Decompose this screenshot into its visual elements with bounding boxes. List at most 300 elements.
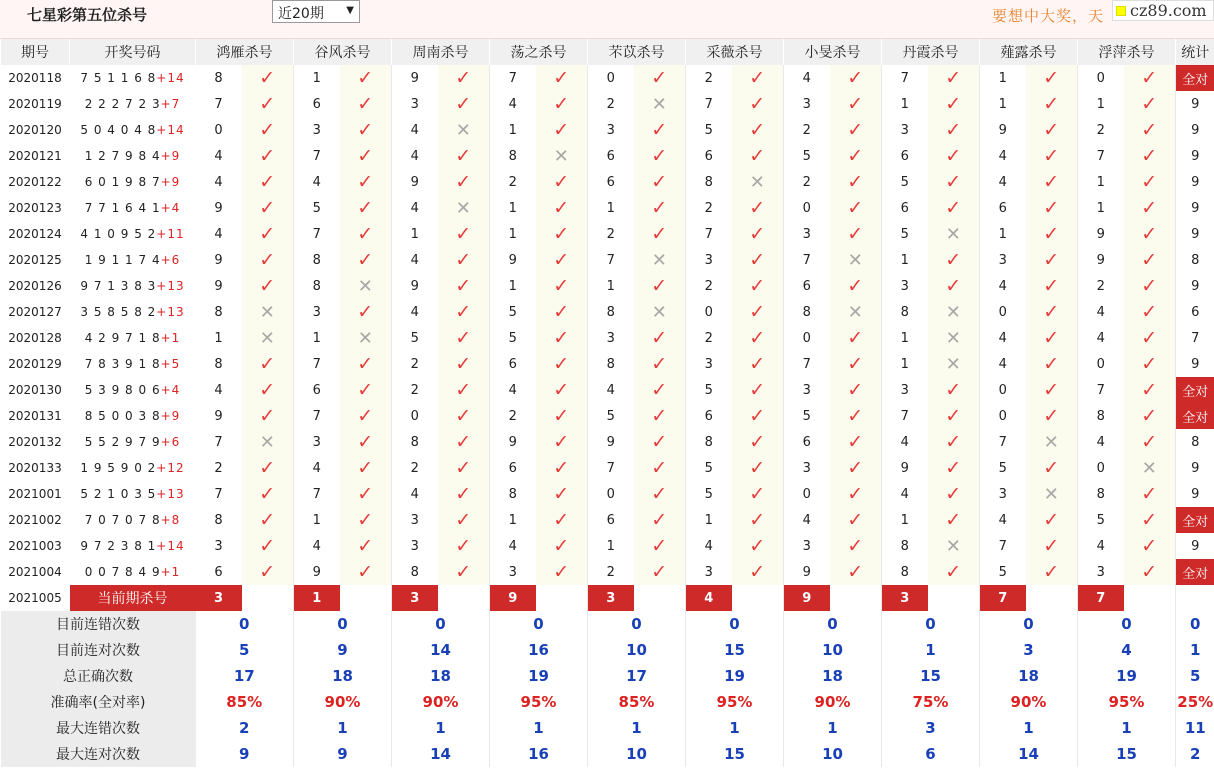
check-icon: ✓ [830, 403, 882, 429]
check-icon: ✓ [732, 351, 784, 377]
draw-digits: 7 0 7 0 7 8 [84, 513, 161, 527]
check-icon: ✓ [1124, 299, 1176, 325]
check-icon: ✓ [1026, 221, 1078, 247]
kill-number-cell: 6 [704, 408, 713, 424]
header-expert[interactable]: 鸿雁杀号 [196, 39, 294, 65]
stat-cell: 9 [1191, 200, 1200, 216]
kill-number-cell: 6 [508, 356, 517, 372]
kill-number-cell: 4 [1096, 538, 1105, 554]
kill-number-cell: 8 [410, 564, 419, 580]
kill-number-cell: 8 [1096, 486, 1105, 502]
kill-number-cell: 8 [900, 538, 909, 554]
all-correct-badge: 全对 [1176, 559, 1214, 585]
current-stat-blank [1176, 585, 1214, 611]
stats-value: 1 [882, 637, 980, 663]
check-icon: ✓ [928, 377, 980, 403]
kill-number-cell: 3 [802, 226, 811, 242]
table-row [1, 455, 1214, 481]
stats-label: 准确率(全对率) [1, 689, 196, 715]
check-icon: ✓ [928, 507, 980, 533]
stats-value: 0 [294, 611, 392, 637]
kill-number-cell: 9 [508, 434, 517, 450]
check-icon: ✓ [634, 169, 686, 195]
check-icon: ✓ [242, 351, 294, 377]
check-icon: ✓ [438, 91, 490, 117]
stats-total: 25% [1177, 693, 1214, 711]
cross-icon: ✕ [928, 351, 980, 377]
stats-value: 18 [980, 663, 1078, 689]
draw-sum: +13 [156, 279, 185, 293]
check-icon: ✓ [830, 325, 882, 351]
check-icon: ✓ [634, 559, 686, 585]
check-icon: ✓ [536, 195, 588, 221]
stats-value: 14 [392, 637, 490, 663]
current-kill-blank [732, 585, 784, 611]
top-bar [0, 0, 1214, 39]
draw-sum: +4 [160, 383, 181, 397]
kill-number-cell: 8 [312, 252, 321, 268]
stat-cell: 9 [1191, 174, 1200, 190]
check-icon: ✓ [732, 507, 784, 533]
check-icon: ✓ [1026, 403, 1078, 429]
kill-number-cell: 2 [606, 226, 615, 242]
kill-number-cell: 5 [900, 174, 909, 190]
kill-number-cell: 5 [704, 460, 713, 476]
kill-number-cell: 5 [606, 408, 615, 424]
draw-sum: +9 [160, 175, 181, 189]
check-icon: ✓ [830, 455, 882, 481]
check-icon: ✓ [1124, 559, 1176, 585]
check-icon: ✓ [340, 65, 392, 91]
kill-number-cell: 4 [998, 148, 1007, 164]
kill-number-cell: 3 [410, 96, 419, 112]
kill-number-cell: 7 [214, 486, 223, 502]
kill-number-cell: 4 [214, 382, 223, 398]
check-icon: ✓ [536, 507, 588, 533]
stats-value: 4 [1078, 637, 1176, 663]
draw-cell [70, 559, 196, 585]
header-expert[interactable]: 谷风杀号 [294, 39, 392, 65]
check-icon: ✓ [438, 481, 490, 507]
draw-cell [70, 299, 196, 325]
stats-row [1, 637, 1214, 663]
table-row [1, 507, 1214, 533]
draw-digits: 7 7 1 6 4 1 [84, 201, 161, 215]
kill-number-cell: 1 [900, 356, 909, 372]
kill-number-cell: 4 [312, 460, 321, 476]
check-icon: ✓ [1026, 455, 1078, 481]
kill-number-cell: 5 [802, 148, 811, 164]
stats-total: 2 [1190, 745, 1201, 763]
draw-digits: 1 9 1 1 7 4 [84, 253, 161, 267]
kill-number-cell: 7 [312, 486, 321, 502]
kill-number-cell: 0 [214, 122, 223, 138]
stats-value: 15 [1078, 741, 1176, 767]
stats-value: 0 [784, 611, 882, 637]
stats-value: 1 [784, 715, 882, 741]
kill-number-cell: 4 [312, 174, 321, 190]
check-icon: ✓ [1124, 143, 1176, 169]
kill-number-cell: 2 [704, 200, 713, 216]
check-icon: ✓ [928, 143, 980, 169]
stats-row [1, 663, 1214, 689]
kill-number-cell: 3 [606, 122, 615, 138]
current-kill-blank [1124, 585, 1176, 611]
kill-number-cell: 1 [508, 278, 517, 294]
kill-number-cell: 0 [802, 330, 811, 346]
header-expert[interactable]: 丹霞杀号 [882, 39, 980, 65]
check-icon: ✓ [634, 273, 686, 299]
check-icon: ✓ [928, 481, 980, 507]
kill-number-cell: 2 [508, 174, 517, 190]
current-kill-label: 当前期杀号 [70, 585, 196, 611]
kill-number-cell: 1 [998, 70, 1007, 86]
check-icon: ✓ [928, 169, 980, 195]
current-kill-blank [242, 585, 294, 611]
check-icon: ✓ [438, 351, 490, 377]
kill-number-cell: 6 [606, 512, 615, 528]
kill-number-cell: 3 [900, 122, 909, 138]
period-range-select[interactable] [272, 0, 360, 23]
kill-number-cell: 9 [900, 460, 909, 476]
draw-sum: +11 [156, 227, 185, 241]
kill-number-cell: 4 [1096, 304, 1105, 320]
kill-number-cell: 2 [704, 278, 713, 294]
header-expert[interactable]: 小旻杀号 [784, 39, 882, 65]
check-icon: ✓ [1026, 195, 1078, 221]
current-kill-number: 3 [392, 585, 438, 611]
kill-number-cell: 9 [998, 122, 1007, 138]
kill-number-cell: 6 [998, 200, 1007, 216]
check-icon: ✓ [340, 91, 392, 117]
stats-value: 0 [392, 611, 490, 637]
header-expert[interactable]: 浮萍杀号 [1078, 39, 1176, 65]
check-icon: ✓ [242, 91, 294, 117]
cross-icon: ✕ [928, 533, 980, 559]
kill-number-cell: 8 [606, 356, 615, 372]
check-icon: ✓ [438, 221, 490, 247]
period-cell: 2020131 [8, 409, 62, 423]
check-icon: ✓ [732, 455, 784, 481]
draw-sum: +14 [156, 123, 185, 137]
cross-icon: ✕ [438, 195, 490, 221]
current-kill-blank [438, 585, 490, 611]
kill-number-cell: 4 [214, 226, 223, 242]
check-icon: ✓ [928, 455, 980, 481]
kill-number-cell: 5 [508, 330, 517, 346]
kill-number-cell: 4 [998, 356, 1007, 372]
kill-number-cell: 8 [312, 278, 321, 294]
kill-number-cell: 3 [312, 304, 321, 320]
check-icon: ✓ [1026, 507, 1078, 533]
current-kill-number: 9 [784, 585, 830, 611]
header-expert[interactable]: 采薇杀号 [686, 39, 784, 65]
draw-sum: +14 [156, 539, 185, 553]
cross-icon: ✕ [1026, 429, 1078, 455]
stats-value: 95% [490, 689, 588, 715]
stat-cell: 8 [1191, 434, 1200, 450]
check-icon: ✓ [634, 533, 686, 559]
all-correct-badge: 全对 [1176, 507, 1214, 533]
kill-number-cell: 4 [410, 252, 419, 268]
kill-number-cell: 2 [1096, 278, 1105, 294]
stats-value: 10 [784, 637, 882, 663]
kill-number-cell: 8 [214, 512, 223, 528]
kill-number-cell: 0 [802, 200, 811, 216]
stats-value: 19 [1078, 663, 1176, 689]
check-icon: ✓ [1124, 247, 1176, 273]
stats-label: 目前连错次数 [1, 611, 196, 637]
check-icon: ✓ [830, 429, 882, 455]
kill-number-cell: 2 [606, 96, 615, 112]
stats-value: 19 [490, 663, 588, 689]
stats-value: 1 [588, 715, 686, 741]
kill-number-cell: 6 [606, 174, 615, 190]
check-icon: ✓ [830, 273, 882, 299]
stats-value: 14 [980, 741, 1078, 767]
draw-cell [70, 195, 196, 221]
current-kill-blank [634, 585, 686, 611]
check-icon: ✓ [928, 247, 980, 273]
cross-icon: ✕ [1124, 455, 1176, 481]
period-cell: 2020128 [8, 331, 62, 345]
kill-number-cell: 4 [410, 486, 419, 502]
kill-number-cell: 5 [802, 408, 811, 424]
kill-number-cell: 9 [410, 70, 419, 86]
check-icon: ✓ [242, 559, 294, 585]
draw-digits: 8 5 0 0 3 8 [84, 409, 161, 423]
stats-value: 0 [490, 611, 588, 637]
kill-number-cell: 3 [802, 96, 811, 112]
kill-number-cell: 5 [900, 226, 909, 242]
kill-number-cell: 1 [508, 226, 517, 242]
table-row [1, 325, 1214, 351]
kill-number-cell: 1 [312, 70, 321, 86]
kill-number-cell: 4 [998, 278, 1007, 294]
cross-icon: ✕ [634, 299, 686, 325]
stats-value: 17 [196, 663, 294, 689]
cross-icon: ✕ [1026, 481, 1078, 507]
kill-number-cell: 4 [410, 148, 419, 164]
kill-number-cell: 8 [508, 148, 517, 164]
kill-number-cell: 7 [508, 70, 517, 86]
table-row [1, 351, 1214, 377]
kill-number-cell: 5 [508, 304, 517, 320]
draw-digits: 5 0 4 0 4 8 [80, 123, 157, 137]
check-icon: ✓ [340, 351, 392, 377]
kill-number-cell: 7 [214, 434, 223, 450]
kill-number-cell: 3 [606, 330, 615, 346]
kill-number-cell: 1 [508, 122, 517, 138]
check-icon: ✓ [732, 481, 784, 507]
check-icon: ✓ [242, 455, 294, 481]
check-icon: ✓ [536, 273, 588, 299]
kill-number-cell: 5 [998, 460, 1007, 476]
draw-cell [70, 507, 196, 533]
stats-total: 5 [1190, 667, 1201, 685]
header-expert[interactable]: 芣苡杀号 [588, 39, 686, 65]
current-kill-blank [928, 585, 980, 611]
stats-value: 6 [882, 741, 980, 767]
stats-value: 85% [196, 689, 294, 715]
kill-number-cell: 1 [1096, 174, 1105, 190]
check-icon: ✓ [732, 247, 784, 273]
check-icon: ✓ [438, 403, 490, 429]
kill-number-cell: 0 [704, 304, 713, 320]
kill-number-cell: 6 [900, 148, 909, 164]
kill-number-cell: 4 [410, 122, 419, 138]
draw-cell [70, 325, 196, 351]
table-row [1, 143, 1214, 169]
site-logo[interactable] [1112, 0, 1214, 21]
stats-value: 90% [980, 689, 1078, 715]
check-icon: ✓ [438, 325, 490, 351]
check-icon: ✓ [438, 143, 490, 169]
check-icon: ✓ [340, 533, 392, 559]
check-icon: ✓ [1026, 247, 1078, 273]
check-icon: ✓ [536, 117, 588, 143]
period-cell: 2020119 [8, 97, 62, 111]
check-icon: ✓ [340, 377, 392, 403]
kill-number-cell: 0 [1096, 460, 1105, 476]
stat-cell: 6 [1191, 304, 1200, 320]
current-kill-blank [340, 585, 392, 611]
check-icon: ✓ [242, 481, 294, 507]
stats-value: 0 [882, 611, 980, 637]
check-icon: ✓ [536, 299, 588, 325]
kill-number-cell: 1 [900, 512, 909, 528]
kill-number-cell: 4 [704, 538, 713, 554]
period-cell: 2020129 [8, 357, 62, 371]
kill-number-cell: 0 [606, 486, 615, 502]
kill-number-cell: 4 [214, 174, 223, 190]
current-kill-number: 7 [980, 585, 1026, 611]
check-icon: ✓ [340, 143, 392, 169]
draw-sum: +6 [160, 253, 181, 267]
check-icon: ✓ [536, 455, 588, 481]
stat-cell: 9 [1191, 148, 1200, 164]
table-row [1, 195, 1214, 221]
kill-number-cell: 1 [900, 252, 909, 268]
table-row [1, 91, 1214, 117]
check-icon: ✓ [732, 117, 784, 143]
check-icon: ✓ [634, 117, 686, 143]
kill-number-cell: 4 [998, 512, 1007, 528]
kill-number-cell: 2 [410, 460, 419, 476]
current-kill-blank [1026, 585, 1078, 611]
kill-number-cell: 7 [802, 252, 811, 268]
kill-number-cell: 7 [998, 538, 1007, 554]
kill-number-cell: 9 [1096, 252, 1105, 268]
kill-number-cell: 7 [900, 70, 909, 86]
check-icon: ✓ [732, 143, 784, 169]
stats-label: 最大连错次数 [1, 715, 196, 741]
check-icon: ✓ [1124, 221, 1176, 247]
check-icon: ✓ [242, 377, 294, 403]
table-row [1, 247, 1214, 273]
kill-number-cell: 9 [508, 252, 517, 268]
header-expert[interactable]: 荡之杀号 [490, 39, 588, 65]
kill-number-cell: 3 [802, 538, 811, 554]
cross-icon: ✕ [732, 169, 784, 195]
check-icon: ✓ [830, 143, 882, 169]
stats-value: 16 [490, 637, 588, 663]
kill-number-cell: 4 [900, 486, 909, 502]
check-icon: ✓ [438, 455, 490, 481]
draw-digits: 7 5 1 1 6 8 [80, 71, 157, 85]
stat-cell: 9 [1191, 96, 1200, 112]
check-icon: ✓ [536, 325, 588, 351]
draw-sum: +14 [156, 71, 185, 85]
header-draw: 开奖号码 [70, 39, 196, 65]
kill-number-cell: 6 [704, 148, 713, 164]
logo-square-icon [1116, 6, 1126, 16]
stats-value: 15 [686, 741, 784, 767]
kill-number-cell: 9 [410, 174, 419, 190]
check-icon: ✓ [830, 117, 882, 143]
stats-value: 18 [784, 663, 882, 689]
kill-number-cell: 1 [998, 226, 1007, 242]
kill-number-cell: 1 [606, 278, 615, 294]
draw-digits: 5 2 1 0 3 5 [80, 487, 157, 501]
check-icon: ✓ [732, 91, 784, 117]
kill-number-cell: 7 [312, 408, 321, 424]
check-icon: ✓ [242, 169, 294, 195]
check-icon: ✓ [634, 143, 686, 169]
stats-row [1, 611, 1214, 637]
kill-number-cell: 6 [508, 460, 517, 476]
check-icon: ✓ [438, 533, 490, 559]
header-expert[interactable]: 薤露杀号 [980, 39, 1078, 65]
kill-number-cell: 3 [214, 538, 223, 554]
check-icon: ✓ [1124, 117, 1176, 143]
current-kill-number: 1 [294, 585, 340, 611]
stats-value: 9 [294, 637, 392, 663]
draw-digits: 7 8 3 9 1 8 [84, 357, 161, 371]
check-icon: ✓ [1124, 533, 1176, 559]
check-icon: ✓ [634, 507, 686, 533]
check-icon: ✓ [830, 221, 882, 247]
draw-sum: +9 [160, 149, 181, 163]
table-row [1, 559, 1214, 585]
draw-cell [70, 143, 196, 169]
check-icon: ✓ [830, 195, 882, 221]
check-icon: ✓ [340, 429, 392, 455]
kill-number-cell: 9 [214, 200, 223, 216]
draw-digits: 9 7 2 3 8 1 [80, 539, 157, 553]
kill-number-cell: 1 [704, 512, 713, 528]
stats-value: 5 [196, 637, 294, 663]
kill-number-cell: 3 [998, 252, 1007, 268]
check-icon: ✓ [536, 377, 588, 403]
promo-marquee: 要想中大奖，天 [992, 7, 1105, 25]
kill-number-cell: 8 [900, 304, 909, 320]
stats-total: 11 [1184, 719, 1206, 737]
header-expert[interactable]: 周南杀号 [392, 39, 490, 65]
kill-number-cell: 4 [410, 304, 419, 320]
kill-number-cell: 3 [410, 512, 419, 528]
check-icon: ✓ [830, 351, 882, 377]
kill-number-cell: 5 [410, 330, 419, 346]
check-icon: ✓ [732, 221, 784, 247]
kill-number-cell: 5 [704, 486, 713, 502]
kill-number-cell: 3 [312, 434, 321, 450]
stats-row [1, 689, 1214, 715]
draw-sum: +13 [156, 487, 185, 501]
kill-number-cell: 9 [312, 564, 321, 580]
kill-number-cell: 4 [214, 148, 223, 164]
period-cell: 2020124 [8, 227, 62, 241]
